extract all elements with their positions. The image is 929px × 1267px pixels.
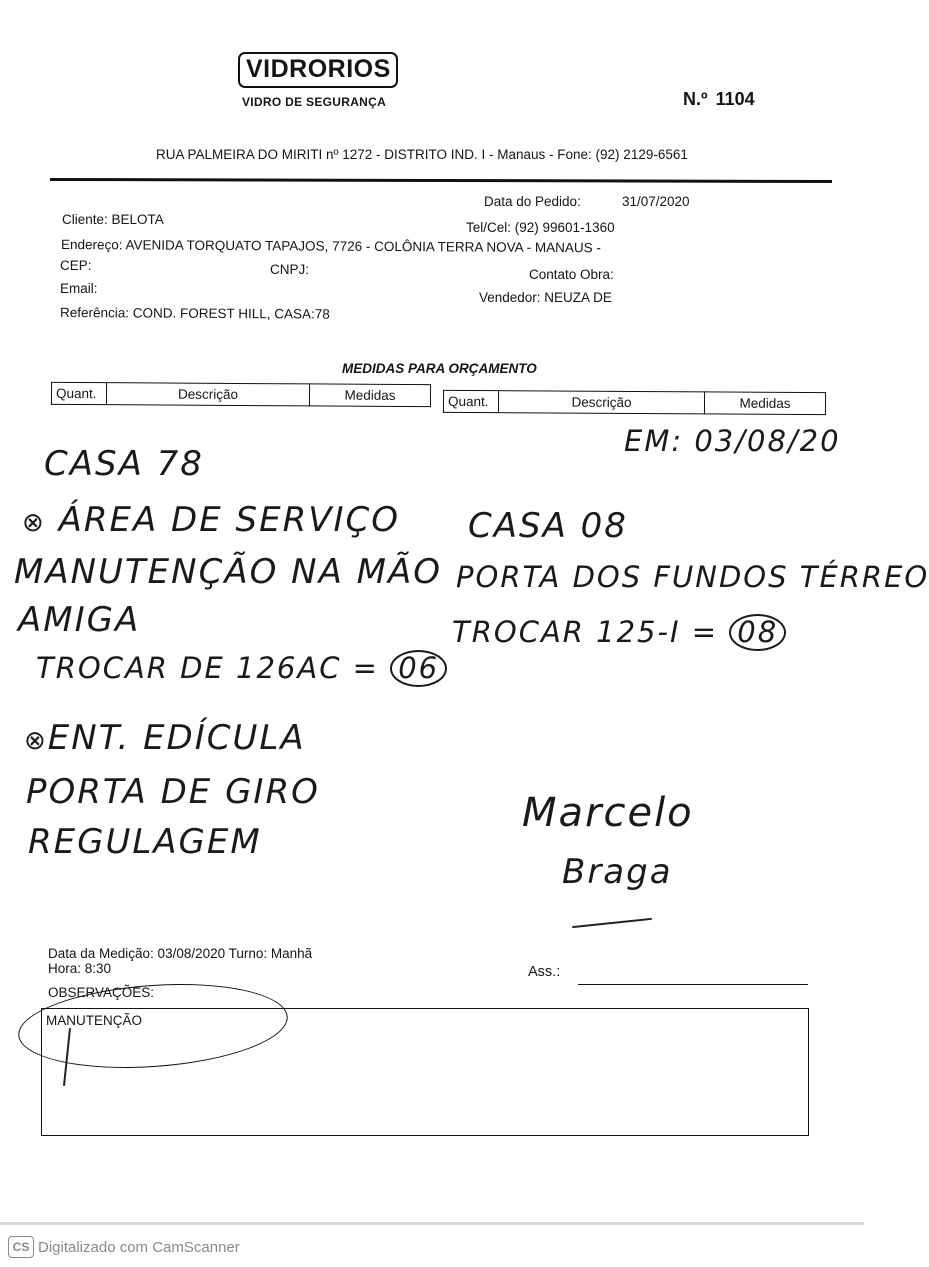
signature-line bbox=[578, 984, 808, 985]
reference-field: Referência: COND. FOREST HILL, CASA:78 bbox=[59, 305, 330, 322]
signature-underline bbox=[572, 918, 652, 928]
order-date-label: Data do Pedido: bbox=[484, 194, 581, 209]
handwritten-left-line-3: MANUTENÇÃO NA MÃO bbox=[14, 552, 443, 592]
handwritten-left-line-2-text: ÁREA DE SERVIÇO bbox=[58, 500, 400, 540]
scanner-watermark bbox=[8, 1236, 240, 1258]
handwritten-left-line-2 bbox=[22, 500, 400, 540]
handwritten-signature-line-2: Braga bbox=[562, 852, 673, 892]
company-address: RUA PALMEIRA DO MIRITI nº 1272 - DISTRITO IND. I - Manaus - Fone: (92) 2129-6561 bbox=[156, 147, 688, 162]
observations-value: MANUTENÇÃO bbox=[46, 1013, 143, 1028]
company-tagline: VIDRO DE SEGURANÇA bbox=[242, 95, 387, 109]
header-divider bbox=[50, 178, 832, 183]
handwritten-right-line-2: PORTA DOS FUNDOS TÉRREO bbox=[456, 560, 929, 594]
column-header-quantity: Quant. bbox=[443, 390, 498, 412]
handwritten-right-line-3-text: TROCAR 125-I = bbox=[452, 615, 719, 649]
handwritten-left-line-4: AMIGA bbox=[18, 600, 141, 640]
column-header-measures: Medidas bbox=[309, 384, 430, 407]
watermark-text: Digitalizado com CamScanner bbox=[38, 1238, 240, 1256]
handwritten-right-line-1: CASA 08 bbox=[468, 506, 628, 546]
page-edge-shadow bbox=[0, 1222, 864, 1225]
measurements-table-right bbox=[443, 390, 826, 415]
email-field: Email: bbox=[60, 281, 98, 296]
handwritten-left-line-6-text: ENT. EDÍCULA bbox=[47, 718, 306, 758]
handwritten-left-line-6 bbox=[24, 718, 306, 758]
handwritten-left-line-7: PORTA DE GIRO bbox=[26, 772, 320, 812]
column-header-quantity: Quant. bbox=[51, 382, 106, 404]
handwritten-left-line-8: REGULAGEM bbox=[28, 822, 262, 862]
cep-field: CEP: bbox=[60, 258, 92, 273]
signature-label: Ass.: bbox=[528, 964, 561, 980]
seller-field: Vendedor: NEUZA DE bbox=[479, 290, 612, 305]
cnpj-field: CNPJ: bbox=[270, 262, 310, 277]
handwritten-left-line-5 bbox=[36, 650, 447, 687]
circled-x-mark: ⊗ bbox=[24, 726, 48, 756]
column-header-measures: Medidas bbox=[704, 392, 825, 415]
handwritten-right-line-3 bbox=[452, 614, 786, 651]
client-name: Cliente: BELOTA bbox=[62, 212, 164, 227]
client-address: Endereço: AVENIDA TORQUATO TAPAJOS, 7726 - COLÔNIA TERRA NOVA - MANAUS - bbox=[60, 237, 601, 256]
observations-label: OBSERVAÇÕES: bbox=[48, 985, 155, 1000]
measurements-title: MEDIDAS PARA ORÇAMENTO bbox=[342, 361, 537, 376]
company-logo: VIDRORIOS bbox=[246, 55, 391, 83]
handwritten-right-circled-qty: 08 bbox=[729, 614, 786, 651]
column-header-description: Descrição bbox=[498, 391, 704, 414]
camscanner-icon: CS bbox=[8, 1236, 34, 1258]
order-date-value: 31/07/2020 bbox=[622, 194, 690, 209]
order-number-label: N.º bbox=[683, 89, 708, 109]
contact-field: Contato Obra: bbox=[529, 267, 614, 282]
handwritten-left-line-5-text: TROCAR DE 126AC = bbox=[36, 651, 379, 685]
column-header-description: Descrição bbox=[106, 383, 309, 406]
circled-x-mark: ⊗ bbox=[22, 508, 46, 538]
measurements-table-left bbox=[51, 382, 431, 407]
measurement-date-field: Data da Medição: 03/08/2020 Turno: Manhã bbox=[48, 946, 313, 961]
measurement-time-field: Hora: 8:30 bbox=[48, 961, 112, 976]
handwritten-date: EM: 03/08/20 bbox=[624, 424, 841, 458]
order-number bbox=[683, 89, 755, 110]
order-number-value: 1104 bbox=[715, 89, 755, 109]
handwritten-left-circled-qty: 06 bbox=[390, 650, 447, 687]
handwritten-signature-line-1: Marcelo bbox=[522, 790, 694, 836]
handwritten-left-line-1: CASA 78 bbox=[44, 444, 204, 484]
client-phone: Tel/Cel: (92) 99601-1360 bbox=[466, 220, 615, 235]
